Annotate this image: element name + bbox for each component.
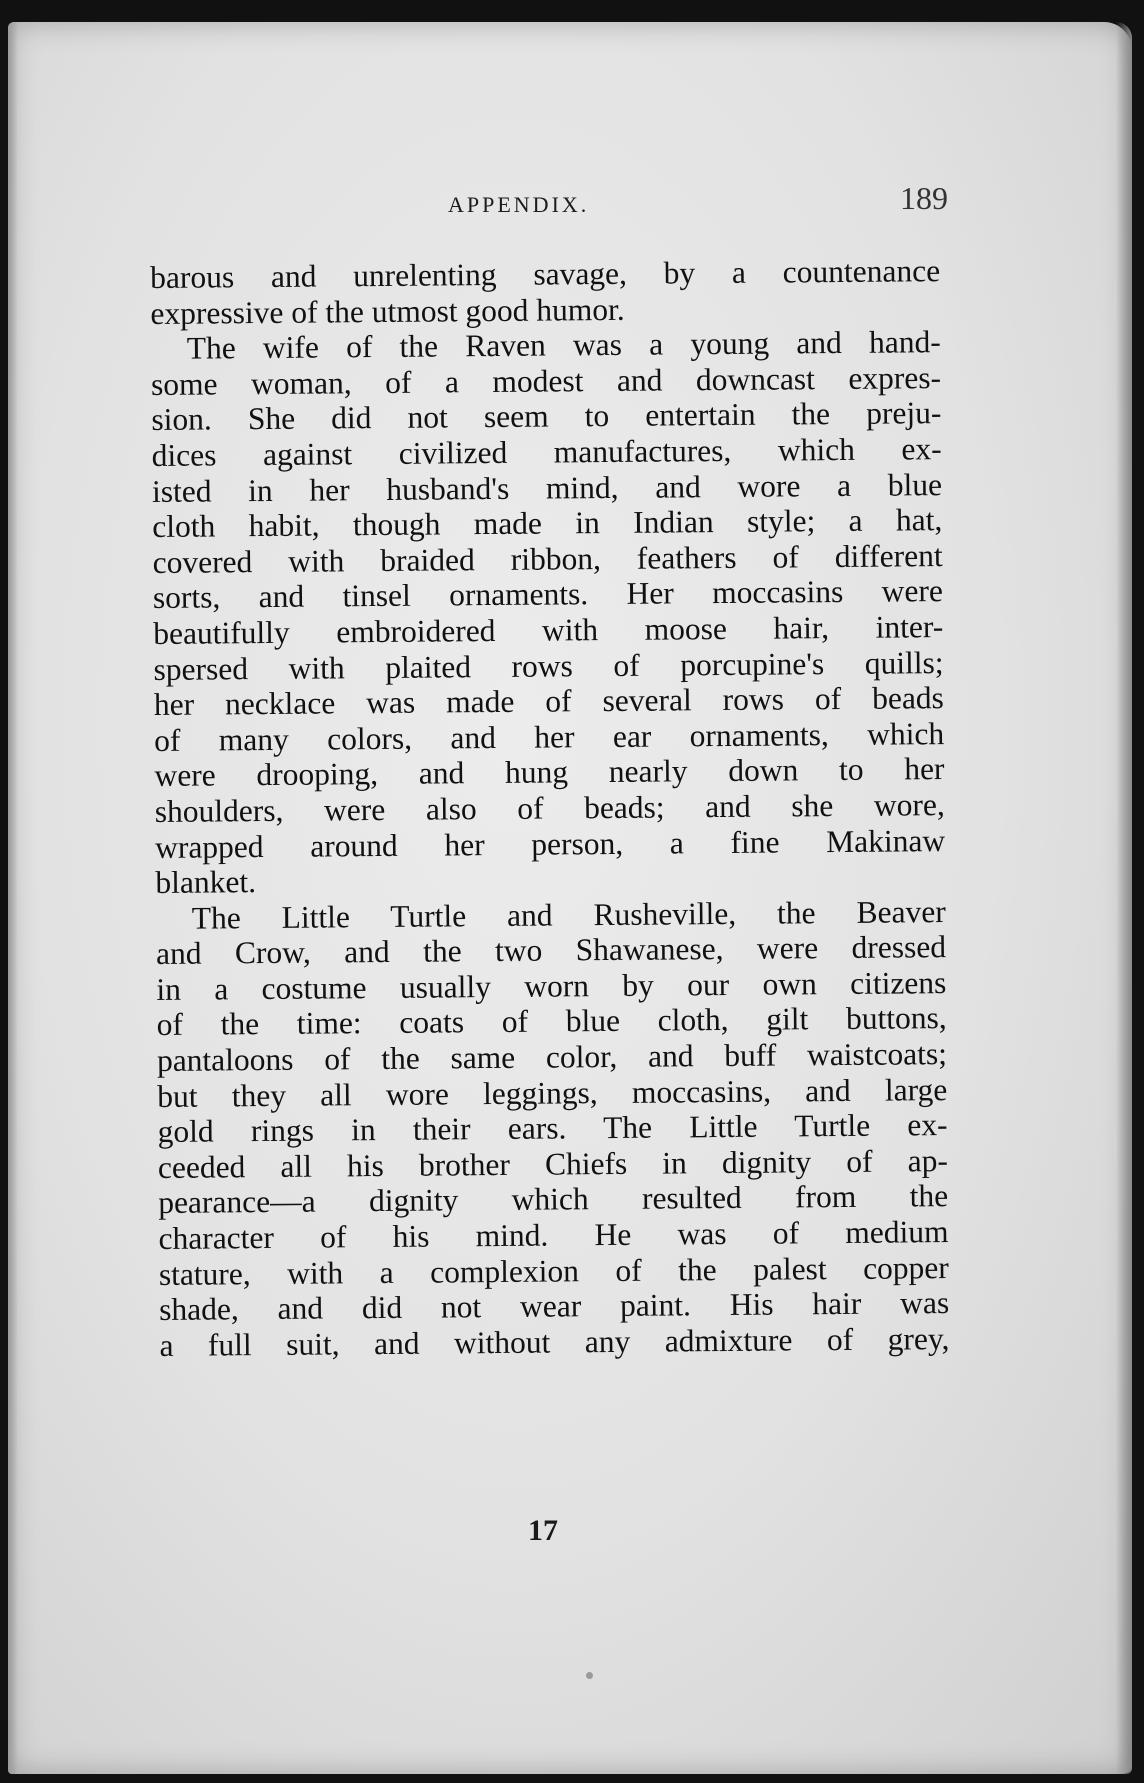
text-line: barous and unrelenting savage, by a countenance: [150, 253, 941, 295]
text-line: spersed with plaited rows of porcupine's quills;: [153, 644, 944, 687]
text-line: The Little Turtle and Rusheville, the Beaver: [191, 893, 946, 936]
text-line: in a costume usually worn by our own citizens: [156, 964, 947, 1007]
text-line: but they all wore leggings, moccasins, and large: [157, 1071, 948, 1114]
text-line: cloth habit, though made in Indian style; a hat,: [152, 502, 943, 545]
text-line: The wife of the Raven was a young and hand-: [186, 324, 941, 366]
text-line: her necklace was made of several rows of beads: [153, 680, 945, 723]
text-line: covered with braided ribbon, feathers of different: [152, 537, 943, 580]
text-line: sorts, and tinsel ornaments. Her moccasins were: [152, 573, 944, 616]
text-line: pantaloons of the same color, and buff waistcoats;: [156, 1036, 948, 1079]
text-line: ceeded all his brother Chiefs in dignity of ap-: [157, 1142, 949, 1185]
text-line: pearance—a dignity which resulted from the: [158, 1178, 949, 1221]
text-line: dices against civilized manufactures, which ex-: [151, 431, 942, 473]
text-line: shade, and did not wear paint. His hair was: [159, 1285, 950, 1328]
book-page: [8, 22, 1132, 1774]
text-line: character of his mind. He was of medium: [158, 1214, 949, 1256]
text-line: beautifully embroidered with moose hair, inter-: [153, 609, 944, 651]
text-line: stature, with a complexion of the palest copper: [158, 1249, 949, 1292]
text-line: isted in her husband's mind, and wore a blue: [151, 466, 943, 509]
text-line: sion. She did not seem to entertain the preju-: [151, 395, 942, 438]
body-text: [150, 253, 950, 1363]
text-line: expressive of the utmost good humor.: [150, 291, 625, 331]
text-line: blanket.: [155, 864, 257, 901]
text-line: some woman, of a modest and downcast expres-: [150, 359, 942, 402]
paper-speck: [586, 1672, 593, 1679]
text-line: a full suit, and without any admixture of grey,: [159, 1320, 950, 1363]
text-line: of many colors, and her ear ornaments, which: [154, 715, 945, 758]
text-line: wrapped around her person, a fine Makinaw: [154, 822, 946, 865]
signature-mark: 17: [528, 1514, 558, 1547]
page-header: [148, 172, 948, 232]
text-line: gold rings in their ears. The Little Turtle ex-: [157, 1107, 948, 1150]
text-line: of the time: coats of blue cloth, gilt buttons,: [156, 1000, 947, 1043]
running-head: APPENDIX.: [448, 192, 590, 217]
text-line: and Crow, and the two Shawanese, were dressed: [155, 929, 947, 972]
text-line: were drooping, and hung nearly down to her: [154, 751, 945, 794]
page-left-edge-shadow: [8, 22, 18, 1774]
text-line: shoulders, were also of beads; and she wore,: [154, 786, 945, 829]
page-number: 189: [900, 180, 948, 216]
page-right-edge-shadow: [1116, 22, 1132, 1774]
